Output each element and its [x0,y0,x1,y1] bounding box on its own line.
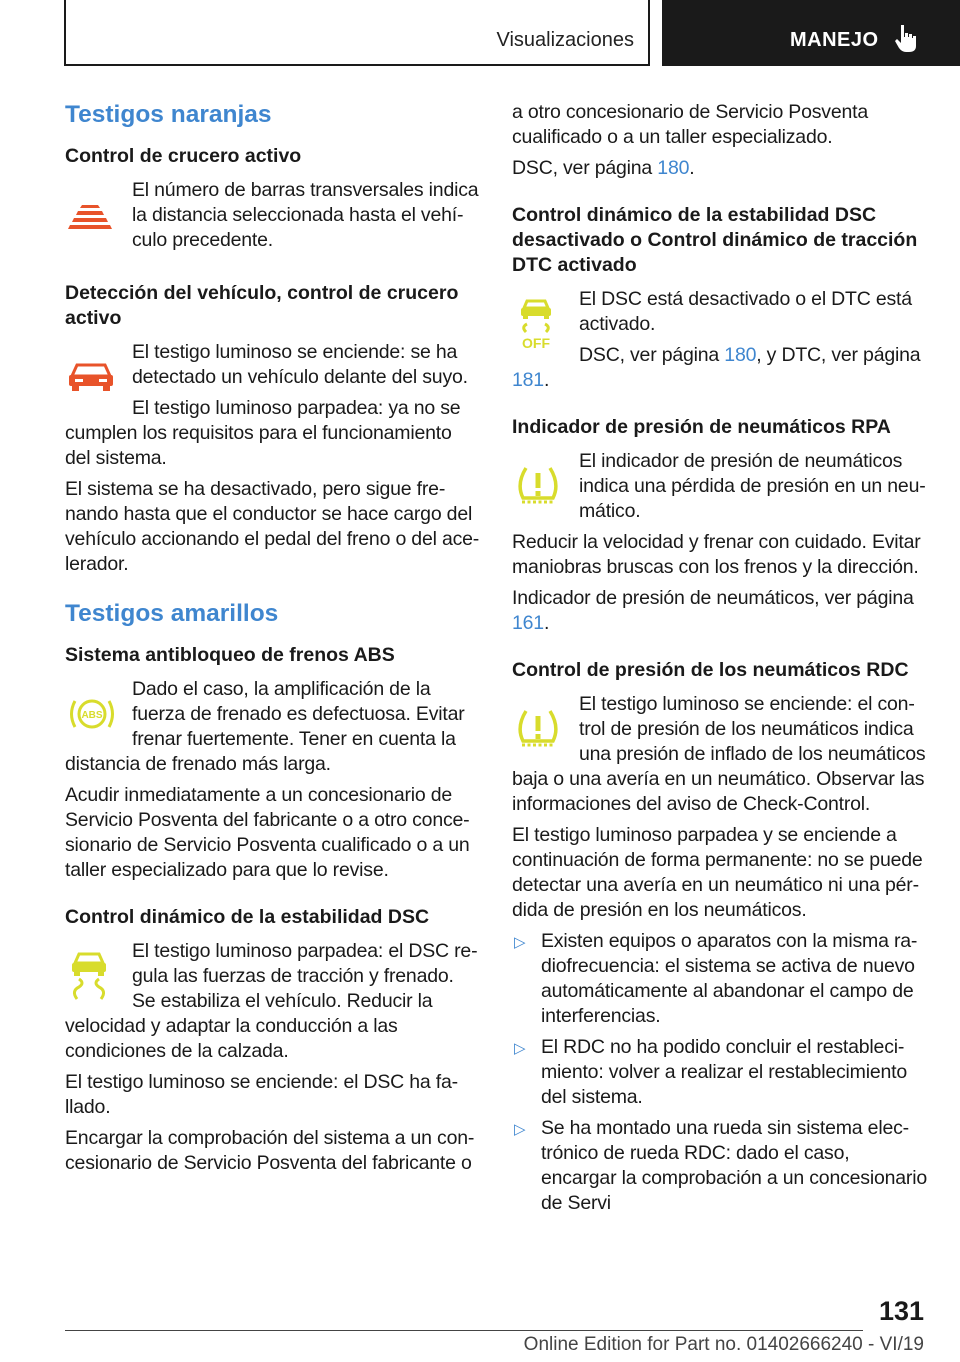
dsc-off-reference-a: DSC, ver página [579,344,725,366]
list-item-text: Se ha montado una rueda sin sistema electrónico de rueda RDC: dado el caso, encargar la comprobación a un concesionario de Servi [541,1117,927,1214]
rpa-block [512,449,928,530]
tire-pressure-icon [512,449,579,523]
continuation-text: a otro concesionario de Servicio Posventa cualificado o a un taller especializado. [512,101,869,148]
rpa-reference [512,586,928,636]
dsc-reference [512,156,928,181]
heading-abs: Sistema antibloqueo de frenos ABS [65,644,395,666]
dsc-icon [65,939,132,1013]
dsc-off-block [512,287,928,399]
vehicle-detected-icon [65,340,132,414]
rdc-text-2: El testigo luminoso parpadea y se enciende a continuación de forma permanente: no se puede detectar una avería en un neumático ni una pérdida de presión en los neumáticos. [512,824,923,921]
left-column [65,100,480,1182]
list-item [512,1035,928,1110]
dsc-text-2: El testigo luminoso se enciende: el DSC ha fallado. [65,1071,459,1118]
rdc-text-1: El testigo luminoso se enciende: el control de presión de los neumáticos indica una presión de inflado de los neumáticos baja o una avería en un neumático. Observar las informaciones del aviso de Check-Control. [512,693,926,815]
chapter-title: MANEJO [790,29,879,51]
bullet-triangle-icon: ▷ [514,1040,526,1057]
dsc-text-1: El testigo luminoso parpadea: el DSC regula las fuerzas de tracción y frenado. Se estabiliza el vehículo. Reducir la velocidad y adaptar la conducción a las condiciones de la calzada. [65,940,478,1062]
dsc-block [65,939,480,1070]
dsc-off-reference-b: , y DTC, ver página [756,344,921,366]
heading-testigos-amarillos: Testigos amarillos [65,600,279,627]
heading-dsc-off: Control dinámico de la estabilidad DSC desactivado o Control dinámico de tracción DTC activado [512,204,918,276]
abs-text-1: Dado el caso, la amplificación de la fuerza de frenado es defectuosa. Evitar frenar fuertemente. Tener en cuenta la distancia de frenado más larga. [65,678,465,775]
page-link-181[interactable]: 181 [512,369,544,391]
heading-vehicle-detection: Detección del vehículo, control de crucero activo [65,282,459,329]
section-title: Visualizaciones [496,29,634,51]
dsc-off-reference-end: . [543,369,550,391]
bullet-triangle-icon: ▷ [514,1121,526,1138]
dsc-off-text: El DSC está desactivado o el DTC está activado. [579,288,912,335]
detection-text-3: El sistema se ha desactivado, pero sigue frenando hasta que el conductor se hace cargo del vehículo accionando el pedal del freno o del acelerador. [65,478,480,575]
dsc-text-3: Encargar la comprobación del sistema a un concesionario de Servicio Posventa del fabricante o [65,1127,475,1174]
dsc-reference-end: . [689,157,695,179]
heading-rdc: Control de presión de los neumáticos RDC [512,659,909,681]
detection-block [65,340,480,477]
page-link-180[interactable]: 180 [657,157,690,179]
svg-text:OFF: OFF [522,335,550,350]
chapter-tab [662,0,960,66]
list-item-text: Existen equipos o aparatos con la misma radiofrecuencia: el sistema se activa de nuevo automáticamente al abandonar el campo de interferencias. [541,930,918,1027]
rpa-text-1: El indicador de presión de neumáticos indica una pérdida de presión en un neumático. [579,450,926,522]
acc-block [65,178,480,259]
rdc-block [512,692,928,823]
page-link-180b[interactable]: 180 [724,344,757,366]
svg-text:ABS: ABS [81,710,103,721]
rpa-text-2: Reducir la velocidad y frenar con cuidado. Evitar maniobras bruscas con los frenos y la dirección. [512,531,921,578]
rpa-reference-text: Indicador de presión de neumáticos, ver página [512,587,914,609]
abs-icon [65,677,132,751]
rdc-bullet-list [512,929,928,1216]
right-column [512,100,928,1222]
abs-block [65,677,480,783]
abs-text-2: Acudir inmediatamente a un concesionario de Servicio Posventa del fabricante o a otro concesionario de Servicio Posventa cualificado o a un taller especializado para que lo revise. [65,784,470,881]
section-header-box [64,0,650,66]
bullet-triangle-icon: ▷ [514,934,526,951]
heading-rpa: Indicador de presión de neumáticos RPA [512,416,891,438]
tire-pressure-icon [512,692,579,766]
dsc-off-icon [512,287,579,361]
footer-edition: Online Edition for Part no. 01402666240 - VI/19 [523,1334,924,1355]
heading-testigos-naranjas: Testigos naranjas [65,101,272,128]
rpa-reference-end: . [543,612,550,634]
heading-acc: Control de crucero activo [65,145,302,167]
acc-text: El número de barras transversales indica la distancia seleccionada hasta el vehículo precedente. [132,179,479,251]
acc-distance-icon [65,178,132,252]
detection-text-1: El testigo luminoso se enciende: se ha detectado un vehículo delante del suyo. [132,341,468,388]
list-item [512,1116,928,1216]
detection-text-2: El testigo luminoso parpadea: ya no se cumplen los requisitos para el funcionamiento del sistema. [65,397,461,469]
footer-divider [65,1330,863,1331]
list-item [512,929,928,1029]
page-header [0,0,960,66]
heading-dsc: Control dinámico de la estabilidad DSC [65,906,430,928]
hand-icon [894,22,920,59]
page-link-161[interactable]: 161 [512,612,544,634]
dsc-reference-text: DSC, ver página [512,157,658,179]
list-item-text: El RDC no ha podido concluir el restablecimiento: volver a realizar el restablecimiento del sistema. [541,1036,907,1108]
page-number: 131 [878,1296,924,1326]
